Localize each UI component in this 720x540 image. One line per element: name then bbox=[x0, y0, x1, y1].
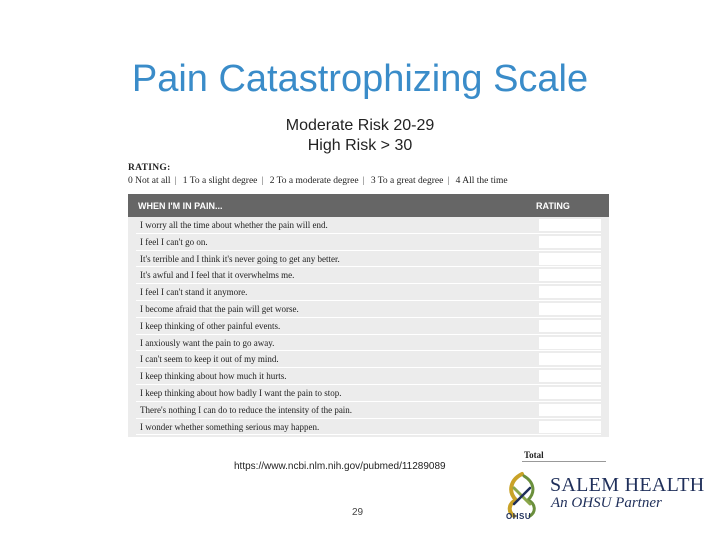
table-row bbox=[136, 318, 601, 335]
risk-high-text: High Risk > 30 bbox=[307, 137, 413, 154]
rating-input-box[interactable] bbox=[539, 353, 601, 365]
item-text: I anxiously want the pain to go away. bbox=[140, 337, 275, 348]
rating-label: RATING: bbox=[128, 163, 171, 173]
rating-input-box[interactable] bbox=[539, 236, 601, 248]
slide-title: Pain Catastrophizing Scale bbox=[131, 58, 589, 100]
rating-input-box[interactable] bbox=[539, 269, 601, 281]
rating-input-box[interactable] bbox=[539, 370, 601, 382]
rating-value: 1 bbox=[182, 176, 188, 186]
rating-value: 2 bbox=[269, 176, 275, 186]
item-text: I can't seem to keep it out of my mind. bbox=[140, 354, 279, 365]
item-text: I feel I can't go on. bbox=[140, 236, 208, 247]
item-text: I wonder whether something serious may happen. bbox=[140, 421, 320, 432]
table-row bbox=[136, 301, 601, 318]
rating-input-box[interactable] bbox=[539, 404, 601, 416]
source-link[interactable]: https://www.ncbi.nlm.nih.gov/pubmed/11289089 bbox=[234, 461, 446, 472]
total-label: Total bbox=[524, 450, 544, 460]
item-text: It's awful and I feel that it overwhelms me. bbox=[140, 270, 295, 281]
item-text: I keep thinking of other painful events. bbox=[140, 320, 281, 331]
item-text: I worry all the time about whether the pain will end. bbox=[140, 220, 328, 230]
table-row bbox=[136, 351, 601, 368]
rating-input-box[interactable] bbox=[539, 421, 601, 433]
rating-value: 4 bbox=[455, 176, 461, 186]
rating-legend bbox=[128, 163, 608, 186]
item-text: It's terrible and I think it's never going to get any better. bbox=[140, 253, 340, 264]
scale-table-header bbox=[128, 194, 609, 217]
item-text: I feel I can't stand it anymore. bbox=[140, 287, 248, 298]
item-text: I keep thinking about how much it hurts. bbox=[140, 371, 287, 382]
rating-value: 0 bbox=[128, 176, 133, 186]
total-line[interactable] bbox=[522, 461, 606, 462]
table-row bbox=[136, 335, 601, 352]
item-text: I become afraid that the pain will get worse. bbox=[140, 303, 299, 314]
table-row bbox=[136, 385, 601, 402]
rating-input-box[interactable] bbox=[539, 320, 601, 332]
page-number: 29 bbox=[352, 507, 364, 518]
table-row bbox=[136, 402, 601, 419]
table-row bbox=[136, 217, 601, 234]
rating-scale: 0 Not at all | 1 To a slight degree | 2 To a moderate degree | 3 To a great degree | 4 All the time bbox=[128, 176, 508, 186]
table-row bbox=[136, 251, 601, 268]
table-row bbox=[136, 284, 601, 301]
item-text: There's nothing I can do to reduce the intensity of the pain. bbox=[140, 404, 353, 415]
table-row bbox=[136, 419, 601, 436]
scale-table bbox=[128, 194, 609, 437]
ohsu-label: OHSU bbox=[506, 512, 532, 521]
rating-text: To a great degree bbox=[377, 176, 444, 186]
rating-input-box[interactable] bbox=[539, 337, 601, 349]
table-row bbox=[136, 267, 601, 284]
rating-input-box[interactable] bbox=[539, 387, 601, 399]
header-when-in-pain: WHEN I'M IN PAIN... bbox=[138, 201, 223, 211]
risk-moderate-text: Moderate Risk 20-29 bbox=[285, 117, 435, 134]
item-text: I keep thinking about how badly I want the pain to stop. bbox=[140, 387, 342, 398]
rating-input-box[interactable] bbox=[539, 303, 601, 315]
table-row bbox=[136, 234, 601, 251]
rating-text: To a moderate degree bbox=[276, 176, 359, 186]
rating-input-box[interactable] bbox=[539, 219, 601, 231]
table-row bbox=[136, 368, 601, 385]
header-rating: RATING bbox=[536, 201, 570, 211]
rating-text: All the time bbox=[462, 176, 508, 186]
rating-input-box[interactable] bbox=[539, 253, 601, 265]
brand-subtitle: An OHSU Partner bbox=[551, 495, 662, 511]
brand-name: SALEM HEALTH bbox=[550, 474, 705, 496]
rating-text: Not at all bbox=[135, 176, 171, 186]
rating-input-box[interactable] bbox=[539, 286, 601, 298]
rating-text: To a slight degree bbox=[189, 176, 258, 186]
scale-table-rows bbox=[136, 217, 601, 435]
rating-value: 3 bbox=[370, 176, 376, 186]
